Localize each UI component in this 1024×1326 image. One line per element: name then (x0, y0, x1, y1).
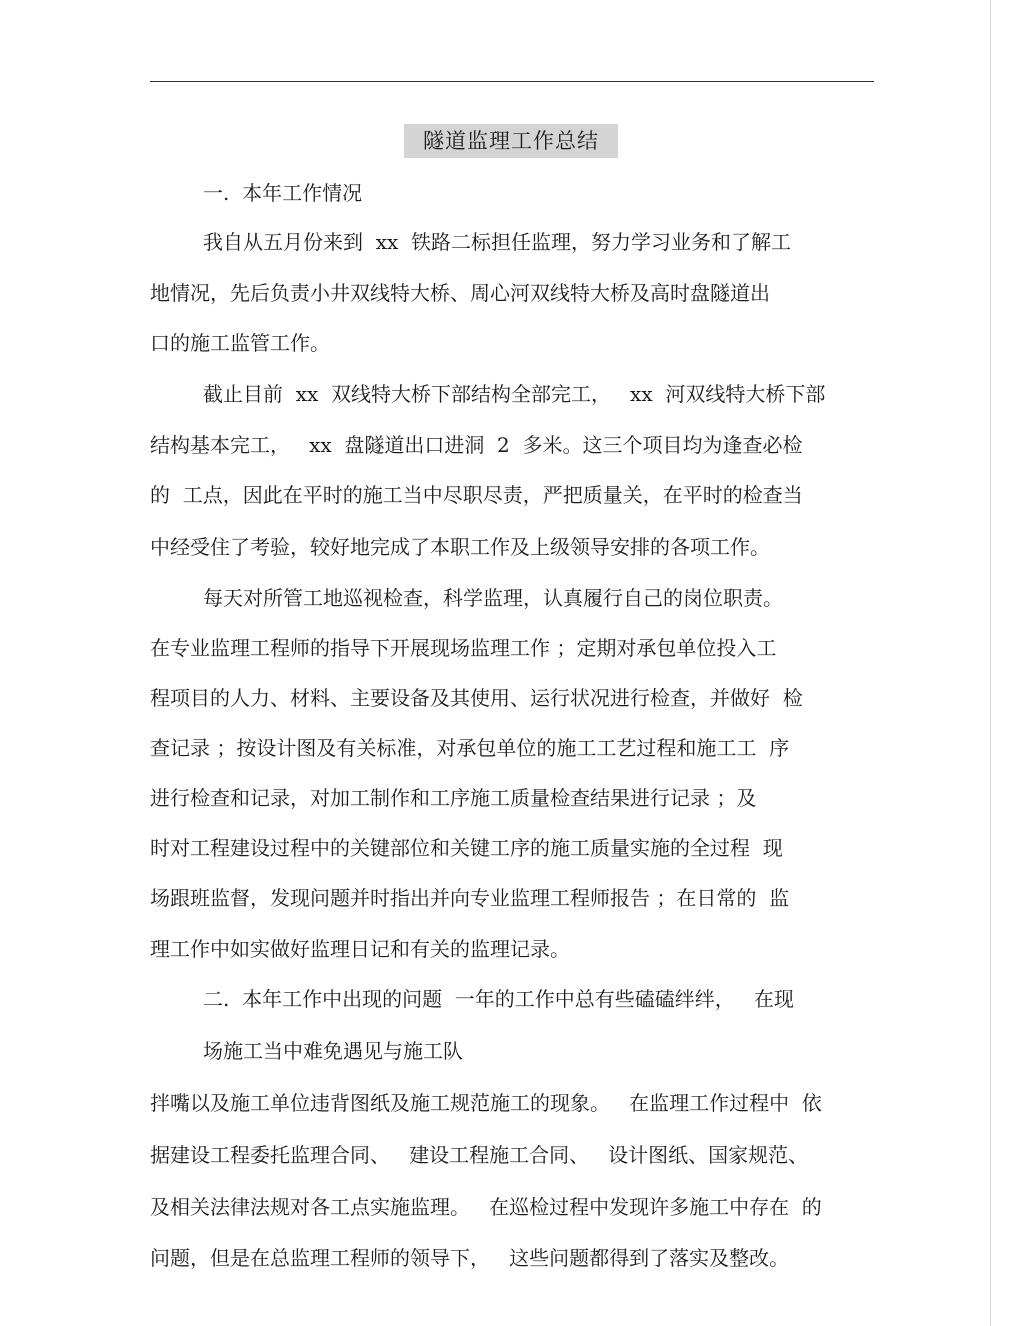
section-heading-1: 一. 本年工作情况 (203, 181, 363, 205)
body-line: 结构基本完工， xx 盘隧道出口进洞 2 多米。这三个项目均为逢查必检 (150, 433, 803, 457)
body-line: 及相关法律法规对各工点实施监理。 在巡检过程中发现许多施工中存在 的 (150, 1195, 822, 1219)
body-line: 的 工点，因此在平时的施工当中尽职尽责，严把质量关，在平时的检查当 (150, 483, 803, 507)
body-line: 每天对所管工地巡视检查，科学监理，认真履行自己的岗位职责。 (203, 586, 783, 610)
body-line: 截止目前 xx 双线特大桥下部结构全部完工， xx 河双线特大桥下部 (203, 382, 826, 406)
body-line: 进行检查和记录，对加工制作和工序施工质量检查结果进行记录 ；及 (150, 786, 757, 810)
body-line: 理工作中如实做好监理日记和有关的监理记录。 (150, 937, 570, 961)
document-title: 隧道监理工作总结 (404, 124, 618, 158)
body-line: 程项目的人力、材料、主要设备及其使用、运行状况进行检查，并做好 检 (150, 686, 803, 710)
body-line: 查记录 ；按设计图及有关标准，对承包单位的施工工艺过程和施工工 序 (150, 736, 790, 760)
body-line: 中经受住了考验，较好地完成了本职工作及上级领导安排的各项工作。 (150, 535, 770, 559)
body-line: 场跟班监督，发现问题并时指出并向专业监理工程师报告 ；在日常的 监 (150, 886, 790, 910)
header-rule (150, 81, 874, 82)
body-line: 我自从五月份来到 xx 铁路二标担任监理，努力学习业务和了解工 (203, 230, 791, 254)
body-line: 场施工当中难免遇见与施工队 (203, 1039, 463, 1063)
body-line: 时对工程建设过程中的关键部位和关键工序的施工质量实施的全过程 现 (150, 836, 783, 860)
page-edge (990, 0, 991, 1326)
body-line: 据建设工程委托监理合同、 建设工程施工合同、 设计图纸、国家规范、 (150, 1143, 809, 1167)
body-line: 问题，但是在总监理工程师的领导下， 这些问题都得到了落实及整改。 (150, 1246, 790, 1270)
body-line: 拌嘴以及施工单位违背图纸及施工规范施工的现象。 在监理工作过程中 依 (150, 1091, 822, 1115)
body-line: 地情况，先后负责小井双线特大桥、周心河双线特大桥及高时盘隧道出 (150, 281, 770, 305)
body-line: 口的施工监管工作。 (150, 331, 330, 355)
body-line: 在专业监理工程师的指导下开展现场监理工作 ；定期对承包单位投入工 (150, 636, 777, 660)
section-heading-2: 二. 本年工作中出现的问题 一年的工作中总有些磕磕绊绊， 在现 (203, 987, 794, 1011)
